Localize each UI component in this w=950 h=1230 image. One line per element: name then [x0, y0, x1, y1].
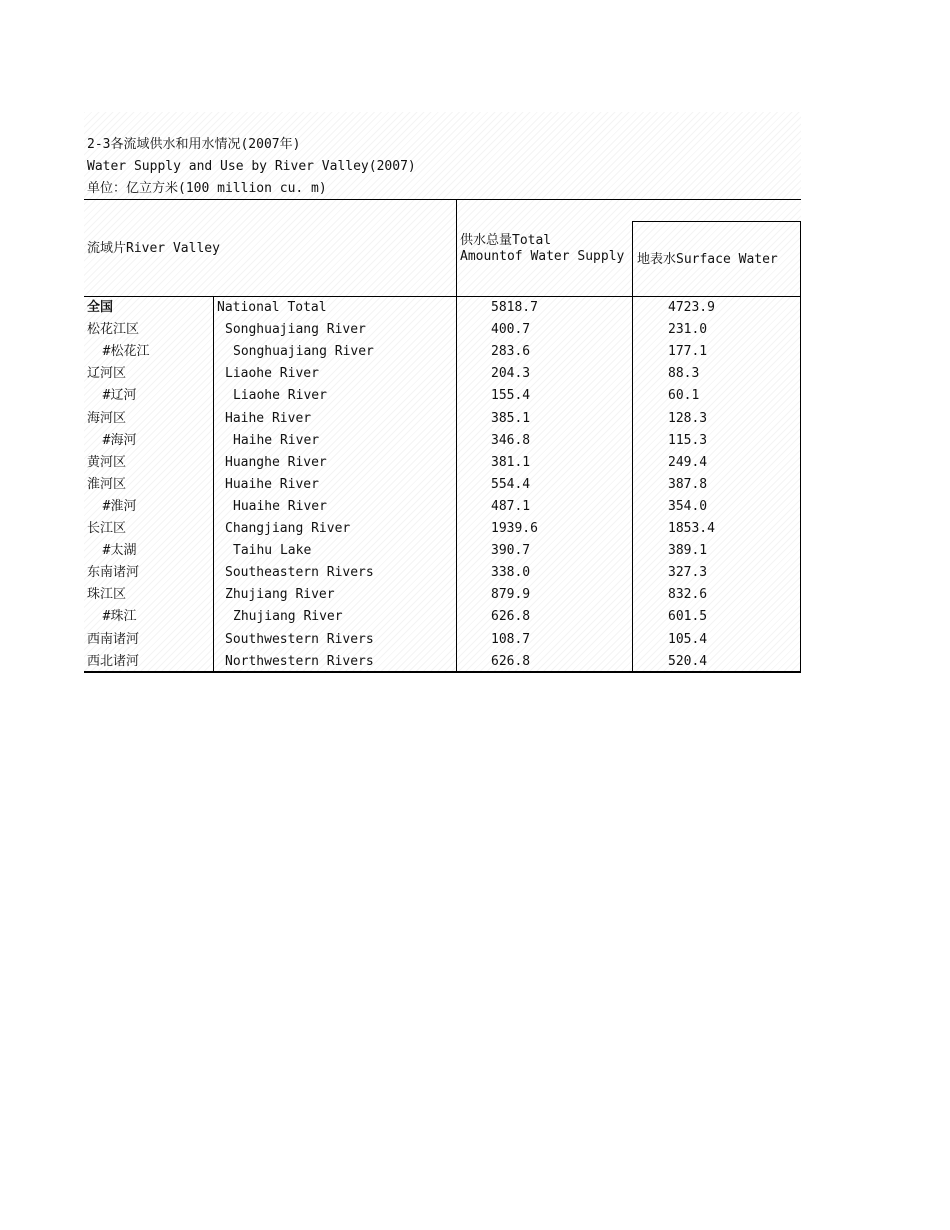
row-river-en: Songhuajiang River [225, 322, 366, 337]
row-river-en: Huaihe River [233, 499, 327, 514]
row-total-supply: 283.6 [491, 344, 531, 359]
title-chinese: 2-3各流域供水和用水情况(2007年) [87, 137, 301, 152]
row-river-en: Zhujiang River [225, 587, 335, 602]
divider-total-surface [632, 221, 633, 672]
table-right-border [800, 221, 801, 672]
row-river-zh: 海河区 [87, 411, 127, 426]
row-total-supply: 204.3 [491, 366, 531, 381]
row-surface-water: 128.3 [668, 411, 708, 426]
row-river-en: Changjiang River [225, 521, 351, 536]
row-river-zh: #海河 [87, 433, 137, 448]
row-total-supply: 5818.7 [491, 300, 538, 315]
row-river-zh: #太湖 [87, 543, 137, 558]
row-river-zh: #淮河 [87, 499, 137, 514]
row-river-zh: #松花江 [87, 344, 150, 359]
row-river-en: Liaohe River [233, 388, 327, 403]
row-surface-water: 520.4 [668, 654, 708, 669]
row-river-zh: 全国 [87, 300, 114, 315]
row-total-supply: 879.9 [491, 587, 531, 602]
row-river-en: Huanghe River [225, 455, 327, 470]
row-river-en: Huaihe River [225, 477, 319, 492]
title-english: Water Supply and Use by River Valley(2007) [87, 159, 416, 174]
row-surface-water: 60.1 [668, 388, 700, 403]
row-river-en: Taihu Lake [233, 543, 312, 558]
row-river-en: Southwestern Rivers [225, 632, 374, 647]
row-total-supply: 385.1 [491, 411, 531, 426]
row-river-zh: 松花江区 [87, 322, 140, 337]
row-river-en: Northwestern Rivers [225, 654, 374, 669]
row-total-supply: 626.8 [491, 609, 531, 624]
row-total-supply: 381.1 [491, 455, 531, 470]
row-surface-water: 88.3 [668, 366, 700, 381]
row-river-zh: 淮河区 [87, 477, 127, 492]
row-surface-water: 1853.4 [668, 521, 715, 536]
row-total-supply: 626.8 [491, 654, 531, 669]
row-surface-water: 601.5 [668, 609, 708, 624]
row-total-supply: 487.1 [491, 499, 531, 514]
row-total-supply: 108.7 [491, 632, 531, 647]
row-surface-water: 177.1 [668, 344, 708, 359]
row-surface-water: 354.0 [668, 499, 708, 514]
row-river-en: National Total [217, 300, 327, 315]
table-bottom-border [84, 671, 801, 673]
row-river-zh: 辽河区 [87, 366, 127, 381]
row-total-supply: 346.8 [491, 433, 531, 448]
row-surface-water: 231.0 [668, 322, 708, 337]
header-river-valley: 流域片River Valley [87, 241, 220, 256]
header-total-line1: 供水总量Total [460, 233, 552, 248]
header-total-line2: Amountof Water Supply [460, 249, 625, 264]
row-river-zh: 西北诸河 [87, 654, 140, 669]
row-river-en: Liaohe River [225, 366, 319, 381]
row-total-supply: 400.7 [491, 322, 531, 337]
row-total-supply: 155.4 [491, 388, 531, 403]
divider-zh-en [213, 296, 214, 672]
row-surface-water: 105.4 [668, 632, 708, 647]
row-surface-water: 4723.9 [668, 300, 715, 315]
table-top-border [84, 199, 801, 200]
row-surface-water: 249.4 [668, 455, 708, 470]
row-surface-water: 832.6 [668, 587, 708, 602]
row-river-zh: 珠江区 [87, 587, 127, 602]
unit-label: 单位：亿立方米(100 million cu. m) [87, 181, 327, 196]
row-total-supply: 390.7 [491, 543, 531, 558]
row-river-en: Songhuajiang River [233, 344, 374, 359]
row-river-zh: 黄河区 [87, 455, 127, 470]
row-total-supply: 338.0 [491, 565, 531, 580]
header-bottom-border [84, 296, 801, 297]
header-surface-water: 地表水Surface Water [637, 252, 778, 267]
row-total-supply: 1939.6 [491, 521, 538, 536]
row-river-zh: 东南诸河 [87, 565, 140, 580]
row-river-zh: 西南诸河 [87, 632, 140, 647]
row-river-en: Haihe River [233, 433, 320, 448]
row-river-zh: #珠江 [87, 609, 137, 624]
surface-header-top-border [632, 221, 801, 222]
row-river-zh: #辽河 [87, 388, 137, 403]
row-river-zh: 长江区 [87, 521, 127, 536]
row-river-en: Zhujiang River [233, 609, 343, 624]
row-river-en: Haihe River [225, 411, 312, 426]
row-surface-water: 115.3 [668, 433, 708, 448]
row-surface-water: 387.8 [668, 477, 708, 492]
row-surface-water: 327.3 [668, 565, 708, 580]
row-surface-water: 389.1 [668, 543, 708, 558]
row-river-en: Southeastern Rivers [225, 565, 374, 580]
divider-en-total [456, 199, 457, 672]
row-total-supply: 554.4 [491, 477, 531, 492]
